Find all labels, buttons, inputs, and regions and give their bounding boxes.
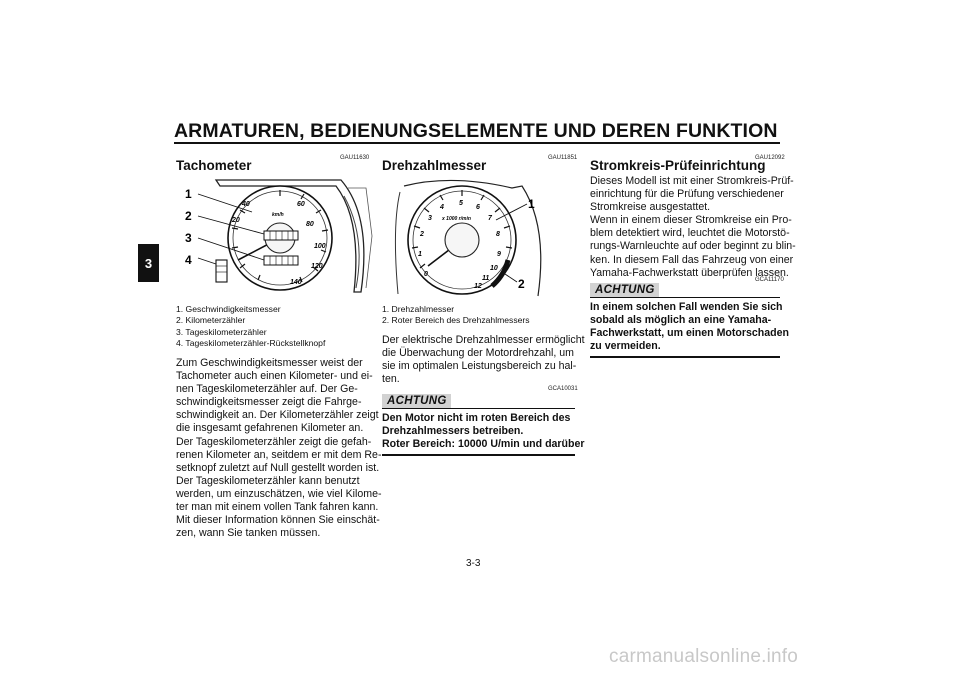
callout-number: 1 <box>528 197 535 211</box>
watermark: carmanualsonline.info <box>609 646 799 667</box>
text-line: Tachometer auch einen Kilometer- und ei- <box>176 370 373 383</box>
figure-caption-list <box>382 304 530 327</box>
body-paragraph <box>176 357 382 540</box>
gauge-mark: 11 <box>482 275 490 282</box>
text-line: Der Tageskilometerzähler zeigt die gefah- <box>176 435 372 448</box>
page-title: ARMATUREN, BEDIENUNGSELEMENTE UND DEREN FUNKTION <box>174 120 778 142</box>
notice-rule <box>590 297 780 298</box>
gauge-unit: km/h <box>272 212 284 218</box>
body-paragraph <box>590 175 796 280</box>
gauge-mark: 60 <box>297 201 305 208</box>
gauge-mark: 8 <box>496 231 500 238</box>
gauge-mark: 80 <box>306 221 314 228</box>
text-line: ter man mit einem vollen Tank fahren kann. <box>176 501 379 514</box>
text-line: sobald als möglich an eine Yamaha- <box>590 314 772 327</box>
text-line: Yamaha-Fachwerkstatt überprüfen lassen. <box>590 266 789 279</box>
caution-text <box>382 412 585 451</box>
gauge-mark: 1 <box>418 251 422 258</box>
callout-number: 2 <box>185 209 192 223</box>
caution-text <box>590 301 789 353</box>
text-line: setknopf zuletzt auf Null gestellt worden ist. <box>176 461 380 474</box>
text-line: rungs-Warnleuchte auf oder beginnt zu blin- <box>590 240 796 253</box>
gauge-mark: 3 <box>428 215 432 222</box>
text-line: die insgesamt gefahrenen Kilometer an. <box>176 422 364 435</box>
text-line: blem detektiert wird, leuchtet die Motorstö- <box>590 227 790 240</box>
text-line: ken. In diesem Fall das Fahrzeug von einer <box>590 253 794 266</box>
caption-item: 2. Roter Bereich des Drehzahlmessers <box>382 315 530 326</box>
callout-number: 4 <box>185 253 192 267</box>
text-line: Zum Geschwindigkeitsmesser weist der <box>176 357 363 369</box>
callout-number: 2 <box>518 277 525 291</box>
caution-label: ACHTUNG <box>590 283 659 297</box>
text-line: werden, um einzuschätzen, wie viel Kilome- <box>176 487 382 500</box>
text-line: Fachwerkstatt, um einen Motorschaden <box>590 327 789 340</box>
text-line: In einem solchen Fall wenden Sie sich <box>590 301 783 313</box>
notice-rule <box>382 454 575 456</box>
text-line: schwindigkeit an. Der Kilometerzähler zeigt <box>176 409 379 422</box>
gauge-mark: 12 <box>474 283 482 290</box>
title-rule <box>174 142 780 144</box>
gauge-mark: 2 <box>420 231 424 238</box>
tachometer-figure <box>382 176 552 306</box>
gauge-mark: 6 <box>476 204 480 211</box>
caption-item: 2. Kilometerzähler <box>176 315 246 326</box>
caption-item: 1. Drehzahlmesser <box>382 304 455 314</box>
text-line: Der elektrische Drehzahlmesser ermöglicht <box>382 334 585 346</box>
text-line: renen Kilometer an, seitdem er mit dem Re- <box>176 448 382 461</box>
caution-label: ACHTUNG <box>382 394 451 408</box>
gauge-mark: 20 <box>232 217 240 224</box>
text-line: schwindigkeitsmesser zeigt die Fahrge- <box>176 396 362 409</box>
gauge-mark: 7 <box>488 215 492 222</box>
page-number: 3-3 <box>466 558 481 569</box>
text-line: die Überwachung der Motordrehzahl, um <box>382 347 574 360</box>
text-line: einrichtung für die Prüfung verschiedener <box>590 188 784 201</box>
gauge-unit: x 1000 r/min <box>442 216 471 222</box>
gauge-mark: 120 <box>311 263 323 270</box>
gauge-mark: 5 <box>459 200 463 207</box>
section-heading: Drehzahlmesser <box>382 158 487 173</box>
text-line: Mit dieser Information können Sie einschät- <box>176 514 380 527</box>
figure-caption-list <box>176 304 325 350</box>
speedometer-figure <box>176 176 376 300</box>
callout-number: 3 <box>185 231 192 245</box>
gauge-mark: 100 <box>314 243 326 250</box>
caption-item: 1. Geschwindigkeitsmesser <box>176 304 281 314</box>
text-line: Drehzahlmessers betreiben. <box>382 425 524 438</box>
gauge-mark: 40 <box>242 201 250 208</box>
text-line: zu vermeiden. <box>590 340 661 353</box>
gauge-mark: 140 <box>290 279 302 286</box>
text-line: Wenn in einem dieser Stromkreise ein Pro- <box>590 214 792 227</box>
chapter-tab: 3 <box>138 244 159 282</box>
text-line: sie im optimalen Leistungsbereich zu hal- <box>382 360 577 373</box>
gauge-mark: 4 <box>440 204 444 211</box>
notice-code: GCA10031 <box>548 386 578 392</box>
caption-item: 4. Tageskilometerzähler-Rückstellknopf <box>176 338 326 349</box>
gauge-mark: 10 <box>490 265 498 272</box>
notice-rule <box>382 408 575 409</box>
text-line: Der Tageskilometerzähler kann benutzt <box>176 474 360 487</box>
text-line: Den Motor nicht im roten Bereich des <box>382 412 571 424</box>
section-code: GAU11630 <box>340 155 370 161</box>
caption-item: 3. Tageskilometerzähler <box>176 326 267 337</box>
gauge-mark: 9 <box>497 251 501 258</box>
gauge-mark: 0 <box>424 271 428 278</box>
text-line: Dieses Modell ist mit einer Stromkreis-Prüf- <box>590 175 794 187</box>
notice-rule <box>590 356 780 358</box>
section-code: GAU11851 <box>548 155 578 161</box>
text-line: Stromkreise ausgestattet. <box>590 201 711 214</box>
notice-code: GCA11170 <box>755 277 784 283</box>
text-line: Roter Bereich: 10000 U/min und darüber <box>382 438 585 451</box>
text-line: ten. <box>382 373 400 386</box>
section-heading: Stromkreis-Prüfeinrichtung <box>590 158 766 173</box>
body-paragraph <box>382 334 585 386</box>
section-heading: Tachometer <box>176 158 252 173</box>
text-line: zen, wann Sie tanken müssen. <box>176 527 321 540</box>
section-code: GAU12092 <box>755 155 785 161</box>
callout-number: 1 <box>185 187 192 201</box>
text-line: nen Tageskilometerzähler auf. Der Ge- <box>176 383 358 396</box>
